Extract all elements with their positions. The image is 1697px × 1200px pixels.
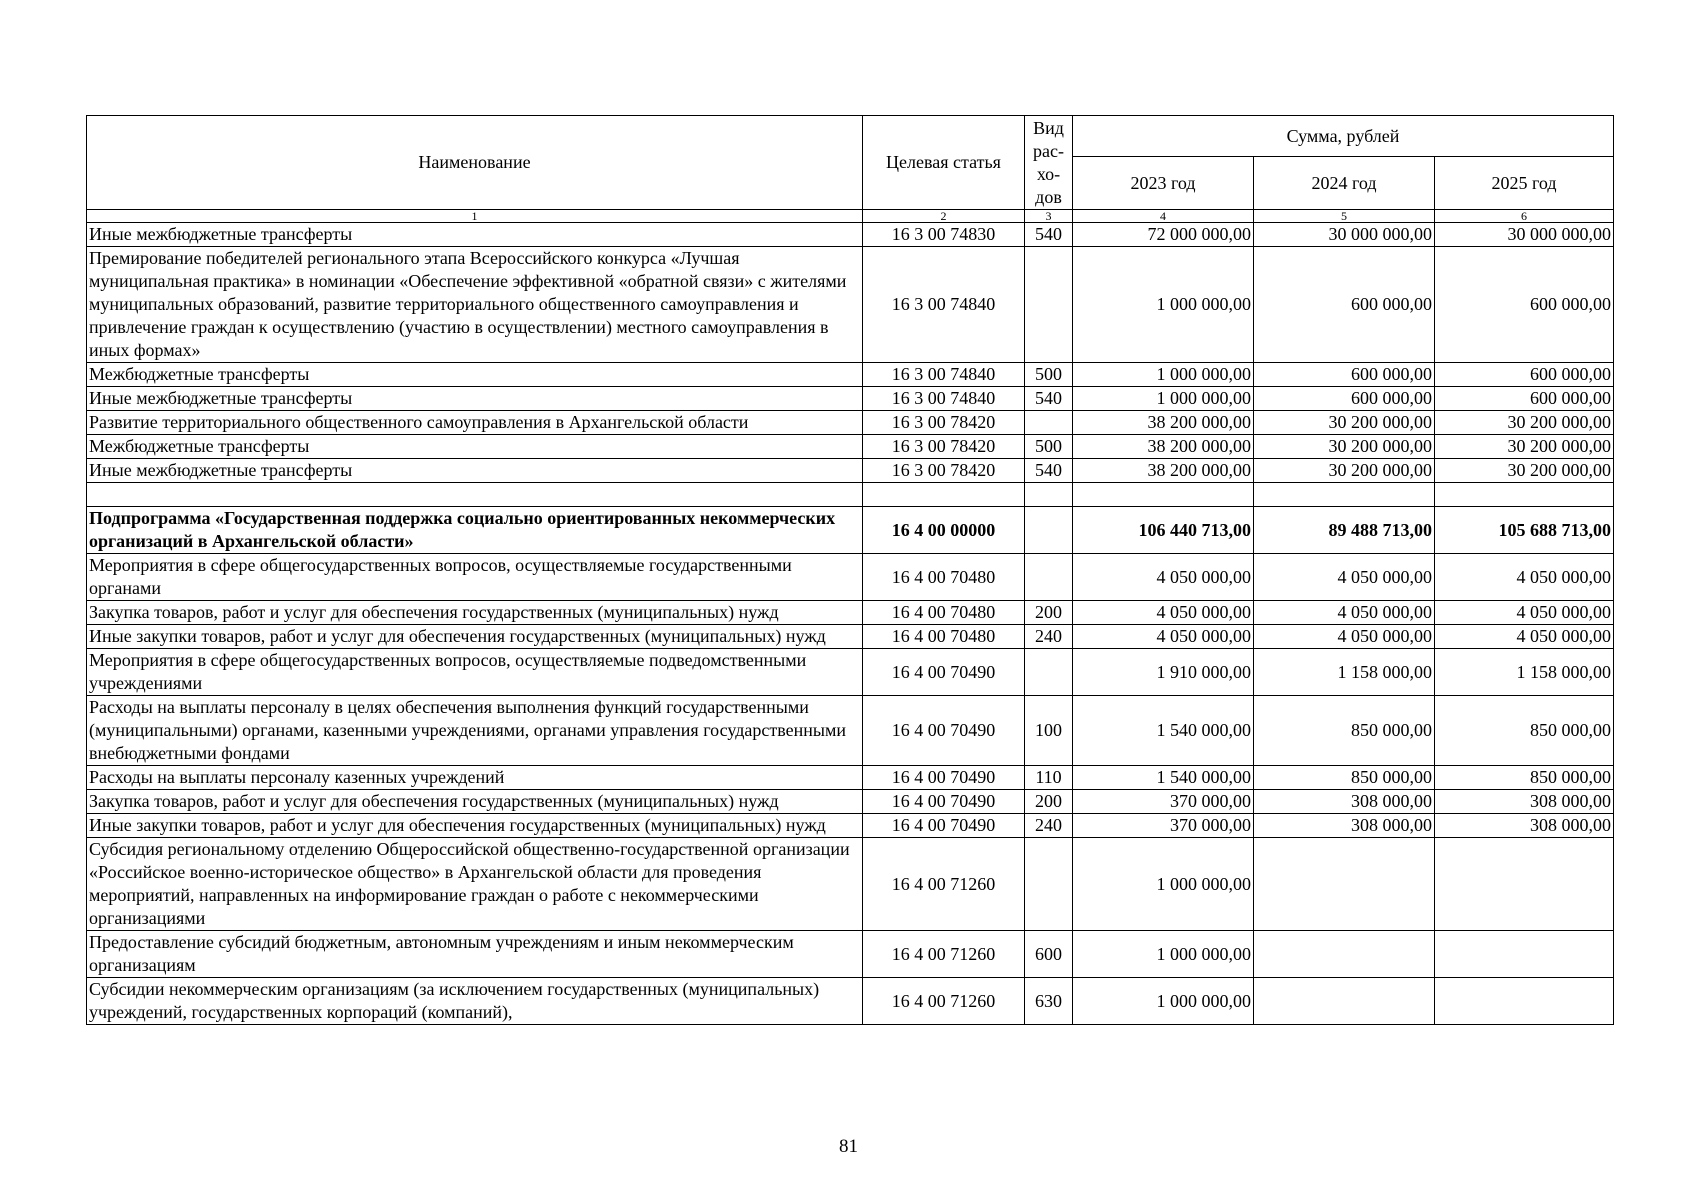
- row-name: Предоставление субсидий бюджетным, автономным учреждениям и иным некоммерческим организациям: [87, 931, 863, 978]
- row-target-article: 16 4 00 70490: [863, 766, 1025, 790]
- row-sum-2023: [1073, 483, 1254, 507]
- row-sum-2025: 308 000,00: [1435, 814, 1614, 838]
- table-row: [87, 459, 1614, 483]
- table-row: [87, 387, 1614, 411]
- table-row: [87, 554, 1614, 601]
- row-target-article: 16 3 00 78420: [863, 411, 1025, 435]
- row-sum-2024: [1254, 931, 1435, 978]
- row-expense-type: [1025, 483, 1073, 507]
- row-expense-type: 540: [1025, 223, 1073, 247]
- table-body: [87, 223, 1614, 1025]
- table-row: [87, 814, 1614, 838]
- column-index: 4: [1073, 210, 1254, 223]
- column-index: 6: [1435, 210, 1614, 223]
- row-target-article: 16 3 00 78420: [863, 435, 1025, 459]
- budget-table: [86, 115, 1614, 1025]
- row-expense-type: 110: [1025, 766, 1073, 790]
- header-expense-type-line: хо-: [1036, 163, 1061, 184]
- row-sum-2024: [1254, 483, 1435, 507]
- row-expense-type: [1025, 411, 1073, 435]
- row-target-article: 16 4 00 71260: [863, 931, 1025, 978]
- header-year-2023: 2023 год: [1073, 157, 1254, 210]
- row-target-article: 16 4 00 70490: [863, 696, 1025, 766]
- row-name: Иные закупки товаров, работ и услуг для обеспечения государственных (муниципальных) нужд: [87, 814, 863, 838]
- row-expense-type: [1025, 507, 1073, 554]
- row-sum-2025: [1435, 978, 1614, 1025]
- row-sum-2024: 308 000,00: [1254, 814, 1435, 838]
- row-name: Иные межбюджетные трансферты: [87, 459, 863, 483]
- row-sum-2024: 850 000,00: [1254, 696, 1435, 766]
- row-sum-2024: 30 200 000,00: [1254, 411, 1435, 435]
- row-sum-2023: 1 000 000,00: [1073, 247, 1254, 363]
- row-sum-2023: 38 200 000,00: [1073, 435, 1254, 459]
- row-target-article: 16 3 00 74840: [863, 363, 1025, 387]
- row-sum-2024: 30 200 000,00: [1254, 459, 1435, 483]
- row-sum-2024: 850 000,00: [1254, 766, 1435, 790]
- row-sum-2025: 600 000,00: [1435, 247, 1614, 363]
- row-target-article: 16 4 00 70490: [863, 790, 1025, 814]
- row-sum-2025: 1 158 000,00: [1435, 649, 1614, 696]
- row-expense-type: 200: [1025, 601, 1073, 625]
- table-row: [87, 483, 1614, 507]
- row-sum-2023: 1 000 000,00: [1073, 978, 1254, 1025]
- row-sum-2024: 4 050 000,00: [1254, 554, 1435, 601]
- header-year-2024: 2024 год: [1254, 157, 1435, 210]
- row-sum-2025: 850 000,00: [1435, 696, 1614, 766]
- row-sum-2023: 4 050 000,00: [1073, 554, 1254, 601]
- row-target-article: 16 4 00 70480: [863, 601, 1025, 625]
- row-sum-2023: 38 200 000,00: [1073, 459, 1254, 483]
- table-row: [87, 507, 1614, 554]
- column-index: 2: [863, 210, 1025, 223]
- row-expense-type: 540: [1025, 387, 1073, 411]
- table-row: [87, 625, 1614, 649]
- row-sum-2023: 1 000 000,00: [1073, 931, 1254, 978]
- table-row: [87, 838, 1614, 931]
- row-name: Расходы на выплаты персоналу в целях обеспечения выполнения функций государственными (муниципальными) органами, казенными учреждениями, органами управления государственными внебюджетными фондами: [87, 696, 863, 766]
- row-expense-type: [1025, 649, 1073, 696]
- row-sum-2025: 30 000 000,00: [1435, 223, 1614, 247]
- row-target-article: 16 3 00 74830: [863, 223, 1025, 247]
- row-sum-2025: 105 688 713,00: [1435, 507, 1614, 554]
- row-expense-type: 600: [1025, 931, 1073, 978]
- row-sum-2023: 1 000 000,00: [1073, 363, 1254, 387]
- row-sum-2025: 4 050 000,00: [1435, 625, 1614, 649]
- header-sum: Сумма, рублей: [1073, 116, 1614, 157]
- row-sum-2023: 1 000 000,00: [1073, 387, 1254, 411]
- row-name: Иные межбюджетные трансферты: [87, 387, 863, 411]
- row-sum-2025: 4 050 000,00: [1435, 554, 1614, 601]
- row-sum-2023: 72 000 000,00: [1073, 223, 1254, 247]
- row-sum-2025: 30 200 000,00: [1435, 411, 1614, 435]
- row-sum-2025: 308 000,00: [1435, 790, 1614, 814]
- column-index: 3: [1025, 210, 1073, 223]
- row-target-article: 16 4 00 70490: [863, 649, 1025, 696]
- row-target-article: 16 4 00 71260: [863, 978, 1025, 1025]
- table-row: [87, 978, 1614, 1025]
- row-expense-type: [1025, 247, 1073, 363]
- row-name: Межбюджетные трансферты: [87, 435, 863, 459]
- row-target-article: 16 4 00 70490: [863, 814, 1025, 838]
- row-sum-2023: 38 200 000,00: [1073, 411, 1254, 435]
- row-sum-2025: 4 050 000,00: [1435, 601, 1614, 625]
- table-row: [87, 649, 1614, 696]
- header-name: Наименование: [87, 116, 863, 210]
- row-name: Закупка товаров, работ и услуг для обеспечения государственных (муниципальных) нужд: [87, 790, 863, 814]
- row-sum-2025: 30 200 000,00: [1435, 435, 1614, 459]
- row-sum-2025: 30 200 000,00: [1435, 459, 1614, 483]
- row-name: Мероприятия в сфере общегосударственных вопросов, осуществляемые государственными органами: [87, 554, 863, 601]
- row-sum-2023: 4 050 000,00: [1073, 625, 1254, 649]
- header-target-article: Целевая статья: [863, 116, 1025, 210]
- row-name: Развитие территориального общественного самоуправления в Архангельской области: [87, 411, 863, 435]
- row-sum-2024: 30 000 000,00: [1254, 223, 1435, 247]
- row-name: Субсидия региональному отделению Общероссийской общественно-государственной организации «Российское военно-историческое общество» в Архангельской области для проведения мероприятий, направленных на информирование граждан о работе с некоммерческими организациями: [87, 838, 863, 931]
- row-target-article: 16 4 00 00000: [863, 507, 1025, 554]
- row-expense-type: 240: [1025, 814, 1073, 838]
- row-expense-type: 100: [1025, 696, 1073, 766]
- row-name: Межбюджетные трансферты: [87, 363, 863, 387]
- row-sum-2024: 600 000,00: [1254, 387, 1435, 411]
- row-sum-2023: 1 910 000,00: [1073, 649, 1254, 696]
- row-name: Закупка товаров, работ и услуг для обеспечения государственных (муниципальных) нужд: [87, 601, 863, 625]
- row-sum-2024: 4 050 000,00: [1254, 625, 1435, 649]
- row-name: Подпрограмма «Государственная поддержка социально ориентированных некоммерческих организаций в Архангельской области»: [87, 507, 863, 554]
- row-target-article: 16 4 00 70480: [863, 554, 1025, 601]
- row-sum-2024: 308 000,00: [1254, 790, 1435, 814]
- row-expense-type: 540: [1025, 459, 1073, 483]
- header-expense-type: [1025, 116, 1073, 210]
- row-sum-2025: [1435, 838, 1614, 931]
- header-expense-type-line: Вид: [1033, 117, 1064, 138]
- table-row: [87, 411, 1614, 435]
- table-row: [87, 766, 1614, 790]
- row-sum-2025: 850 000,00: [1435, 766, 1614, 790]
- table-row: [87, 247, 1614, 363]
- row-name: [87, 483, 863, 507]
- row-sum-2023: 4 050 000,00: [1073, 601, 1254, 625]
- row-name: Иные межбюджетные трансферты: [87, 223, 863, 247]
- row-expense-type: 500: [1025, 363, 1073, 387]
- table-row: [87, 223, 1614, 247]
- row-expense-type: [1025, 838, 1073, 931]
- row-target-article: 16 3 00 74840: [863, 387, 1025, 411]
- table-row: [87, 696, 1614, 766]
- row-sum-2023: 370 000,00: [1073, 790, 1254, 814]
- page-number: 81: [839, 1136, 858, 1157]
- row-name: Иные закупки товаров, работ и услуг для обеспечения государственных (муниципальных) нужд: [87, 625, 863, 649]
- column-index: 5: [1254, 210, 1435, 223]
- table-row: [87, 931, 1614, 978]
- row-target-article: 16 3 00 78420: [863, 459, 1025, 483]
- row-sum-2024: 30 200 000,00: [1254, 435, 1435, 459]
- row-name: Субсидии некоммерческим организациям (за исключением государственных (муниципальных) учреждений, государственных корпораций (компаний),: [87, 978, 863, 1025]
- row-sum-2023: 1 000 000,00: [1073, 838, 1254, 931]
- header-expense-type-line: дов: [1035, 186, 1062, 207]
- row-sum-2023: 1 540 000,00: [1073, 766, 1254, 790]
- row-sum-2025: [1435, 483, 1614, 507]
- row-sum-2023: 370 000,00: [1073, 814, 1254, 838]
- row-name: Расходы на выплаты персоналу казенных учреждений: [87, 766, 863, 790]
- row-sum-2025: 600 000,00: [1435, 363, 1614, 387]
- table-row: [87, 435, 1614, 459]
- row-expense-type: 240: [1025, 625, 1073, 649]
- header-expense-type-line: рас-: [1033, 140, 1064, 161]
- row-sum-2024: [1254, 978, 1435, 1025]
- row-sum-2023: 106 440 713,00: [1073, 507, 1254, 554]
- table-row: [87, 790, 1614, 814]
- row-target-article: 16 4 00 70480: [863, 625, 1025, 649]
- column-index: 1: [87, 210, 863, 223]
- row-sum-2024: 600 000,00: [1254, 247, 1435, 363]
- row-sum-2024: 1 158 000,00: [1254, 649, 1435, 696]
- row-sum-2023: 1 540 000,00: [1073, 696, 1254, 766]
- row-expense-type: 630: [1025, 978, 1073, 1025]
- row-target-article: [863, 483, 1025, 507]
- row-expense-type: [1025, 554, 1073, 601]
- row-sum-2025: 600 000,00: [1435, 387, 1614, 411]
- table-row: [87, 601, 1614, 625]
- row-name: Премирование победителей регионального этапа Всероссийского конкурса «Лучшая муниципальная практика» в номинации «Обеспечение эффективной «обратной связи» с жителями муниципальных образований, развитие территориального общественного самоуправления и привлечение граждан к осуществлению (участию в осуществлении) местного самоуправления в иных формах»: [87, 247, 863, 363]
- row-sum-2024: 89 488 713,00: [1254, 507, 1435, 554]
- row-sum-2024: 600 000,00: [1254, 363, 1435, 387]
- row-sum-2025: [1435, 931, 1614, 978]
- row-expense-type: 200: [1025, 790, 1073, 814]
- row-expense-type: 500: [1025, 435, 1073, 459]
- row-sum-2024: [1254, 838, 1435, 931]
- header-year-2025: 2025 год: [1435, 157, 1614, 210]
- row-sum-2024: 4 050 000,00: [1254, 601, 1435, 625]
- row-target-article: 16 4 00 71260: [863, 838, 1025, 931]
- table-row: [87, 363, 1614, 387]
- row-name: Мероприятия в сфере общегосударственных вопросов, осуществляемые подведомственными учреждениями: [87, 649, 863, 696]
- row-target-article: 16 3 00 74840: [863, 247, 1025, 363]
